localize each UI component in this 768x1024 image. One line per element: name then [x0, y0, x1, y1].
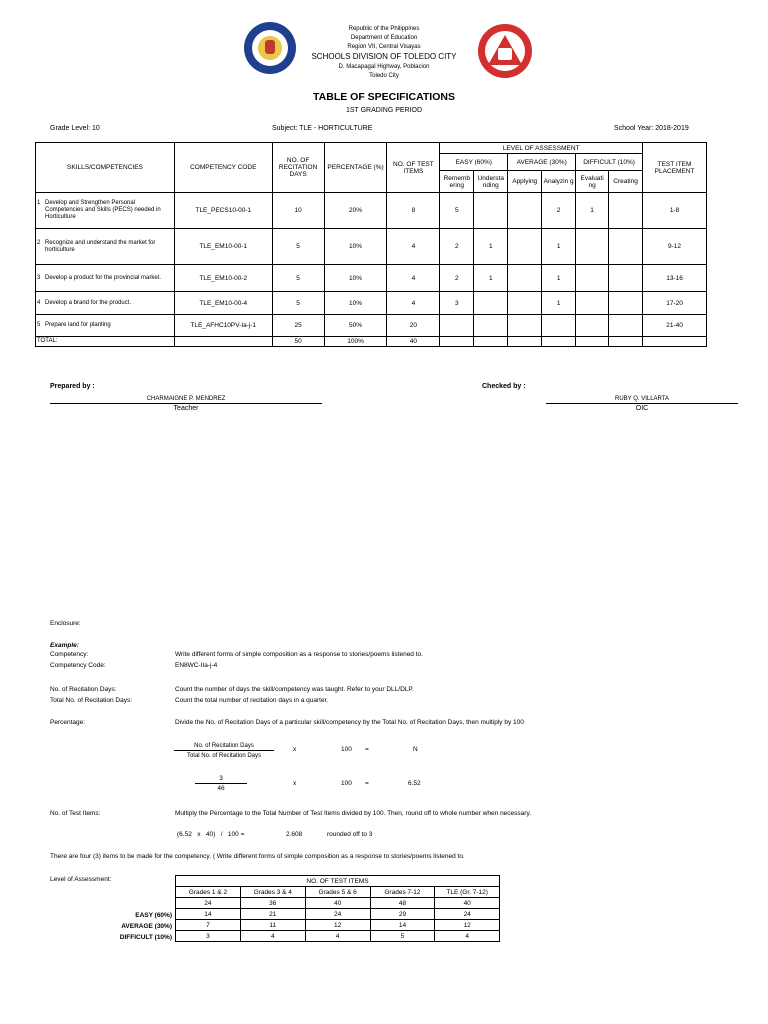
example-hundred: 100 [341, 780, 352, 787]
row-percentage: 10% [324, 292, 387, 315]
loa-cell: 3 [176, 931, 241, 942]
row-skill: Recognize and understand the market for horticulture [45, 239, 156, 253]
header-creating: Creating [609, 171, 643, 193]
row-creating [609, 292, 643, 315]
subject: Subject: TLE - HORTICULTURE [272, 125, 373, 132]
example-times: x [293, 780, 297, 787]
header-easy: EASY (60%) [440, 154, 508, 171]
row-creating [609, 193, 643, 229]
header-placement: TEST ITEM PLACEMENT [643, 143, 707, 193]
header-percentage: PERCENTAGE (%) [324, 143, 387, 193]
row-applying [508, 229, 542, 265]
specifications-table [35, 142, 707, 347]
row-code: TLE_EM10-00-4 [174, 292, 272, 315]
loa-average-label: AVERAGE (30%) [121, 923, 172, 930]
row-remembering: 2 [440, 229, 474, 265]
loa-difficult-label: DIFFICULT (10%) [119, 934, 172, 941]
row-items: 8 [387, 193, 440, 229]
header-region: Region VII, Central Visayas [347, 44, 421, 50]
row-items: 20 [387, 315, 440, 337]
total-days-label: Total No. of Recitation Days: [50, 697, 133, 704]
loa-cell: 24 [435, 909, 500, 920]
header-city: Toledo City [369, 73, 399, 79]
row-days: 5 [272, 265, 324, 292]
table-row [36, 193, 707, 229]
row-skill: Develop a brand for the product. [45, 299, 132, 306]
recitation-days-label: No. of Recitation Days: [50, 686, 117, 693]
total-percentage: 100% [324, 337, 387, 347]
example-label: Example: [50, 642, 79, 649]
row-number: 4 [37, 299, 41, 306]
loa-row-easy [176, 909, 500, 920]
calculation-rounded: rounded off to 3 [327, 831, 373, 838]
enclosure-label: Enclosure: [50, 620, 81, 627]
loa-easy-label: EASY (60%) [135, 912, 172, 919]
row-items: 4 [387, 229, 440, 265]
percentage-label: Percentage: [50, 719, 86, 726]
row-placement: 9-12 [643, 229, 707, 265]
formula-times: x [293, 746, 297, 753]
row-number: 3 [37, 274, 41, 281]
row-creating [609, 265, 643, 292]
row-placement: 17-20 [643, 292, 707, 315]
table-row [36, 265, 707, 292]
level-of-assessment-label: Level of Assessment: [50, 876, 112, 883]
row-days: 25 [272, 315, 324, 337]
header-difficult: DIFFICULT (10%) [576, 154, 643, 171]
loa-total: 48 [370, 898, 435, 909]
row-percentage: 20% [324, 193, 387, 229]
row-code: TLE_EM10-00-1 [174, 229, 272, 265]
header-average: AVERAGE (30%) [508, 154, 576, 171]
header-address: D. Macapagal Highway, Poblacion [338, 64, 430, 70]
grade-level: Grade Level: 10 [50, 125, 100, 132]
loa-total: 24 [176, 898, 241, 909]
formula-hundred: 100 [341, 746, 352, 753]
percentage-value: Divide the No. of Recitation Days of a particular skill/competency by the Total No. of Recitation Days, then multiply by 100 [175, 719, 524, 726]
row-applying [508, 265, 542, 292]
loa-row-difficult [176, 931, 500, 942]
row-number: 1 [37, 200, 41, 206]
header-analyzing: Analyzin g [542, 171, 576, 193]
total-items: 40 [387, 337, 440, 347]
prepared-by-name: CHARMAIGNE P. MENDREZ [50, 395, 322, 404]
row-remembering: 5 [440, 193, 474, 229]
loa-cell: 4 [305, 931, 370, 942]
loa-cell: 11 [240, 920, 305, 931]
prepared-by-label: Prepared by : [50, 383, 95, 390]
loa-cell: 29 [370, 909, 435, 920]
row-percentage: 10% [324, 229, 387, 265]
row-analyzing [542, 315, 576, 337]
header-remembering: Rememb ering [440, 171, 474, 193]
loa-cell: 4 [435, 931, 500, 942]
checked-by-role: OIC [635, 405, 649, 412]
row-understanding [474, 193, 508, 229]
checked-by-label: Checked by : [482, 383, 526, 390]
formula-numerator: No. of Recitation Days [174, 742, 274, 751]
row-evaluating [576, 265, 609, 292]
row-evaluating [576, 292, 609, 315]
row-applying [508, 292, 542, 315]
row-number: 2 [37, 239, 41, 246]
example-denominator: 46 [217, 785, 225, 792]
row-placement: 13-16 [643, 265, 707, 292]
header-applying: Applying [508, 171, 542, 193]
row-understanding [474, 292, 508, 315]
row-skill: Develop a product for the provincial market. [45, 274, 162, 281]
row-understanding: 1 [474, 265, 508, 292]
row-remembering [440, 315, 474, 337]
loa-row-average [176, 920, 500, 931]
total-row [36, 337, 707, 347]
row-days: 10 [272, 193, 324, 229]
loa-total: 36 [240, 898, 305, 909]
header-division: SCHOOLS DIVISION OF TOLEDO CITY [311, 52, 457, 61]
row-items: 4 [387, 265, 440, 292]
loa-cell: 7 [176, 920, 241, 931]
loa-grade-header: Grades 1 & 2 [176, 887, 241, 898]
row-code: TLE_EM10-00-2 [174, 265, 272, 292]
recitation-days-value: Count the number of days the skill/competency was taught. Refer to your DLL/DLP. [175, 686, 414, 693]
row-code: TLE_AFHC10PV-Ia-j-1 [174, 315, 272, 337]
row-number: 5 [37, 322, 41, 328]
row-skill: Prepare land for planting [45, 322, 111, 328]
table-row [36, 315, 707, 337]
table-row [36, 292, 707, 315]
competency-code-value: EN8WC-IIa-j-4 [175, 662, 218, 669]
row-placement: 21-40 [643, 315, 707, 337]
competency-code-label: Competency Code: [50, 662, 106, 669]
loa-total: 40 [305, 898, 370, 909]
header-republic: Republic of the Philippines [348, 26, 420, 32]
row-days: 5 [272, 292, 324, 315]
loa-total: 40 [435, 898, 500, 909]
prepared-by-role: Teacher [173, 405, 199, 412]
row-evaluating [576, 229, 609, 265]
row-evaluating [576, 315, 609, 337]
header-level: LEVEL OF ASSESSMENT [440, 143, 643, 154]
competency-value: Write different forms of simple composition as a response to stories/poems listened to. [175, 651, 423, 658]
loa-cell: 21 [240, 909, 305, 920]
page-subtitle: 1ST GRADING PERIOD [345, 107, 423, 114]
example-note: There are four (3) items to be made for the competency. ( Write different forms of simple composition as a response to stories/poems listened to. [50, 853, 465, 860]
row-creating [609, 229, 643, 265]
row-creating [609, 315, 643, 337]
loa-cell: 5 [370, 931, 435, 942]
header-department: Department of Education [350, 35, 418, 41]
row-items: 4 [387, 292, 440, 315]
test-items-label: No. of Test Items: [50, 810, 101, 817]
example-numerator: 3 [195, 775, 247, 784]
row-remembering: 3 [440, 292, 474, 315]
row-analyzing: 2 [542, 193, 576, 229]
row-applying [508, 315, 542, 337]
loa-cell: 24 [305, 909, 370, 920]
table-row [36, 229, 707, 265]
loa-cell: 14 [370, 920, 435, 931]
total-days: 50 [272, 337, 324, 347]
row-analyzing: 1 [542, 292, 576, 315]
row-percentage: 10% [324, 265, 387, 292]
loa-grade-header: Grades 5 & 6 [305, 887, 370, 898]
row-analyzing: 1 [542, 265, 576, 292]
page-title: TABLE OF SPECIFICATIONS [313, 91, 455, 103]
total-label: TOTAL: [36, 337, 175, 347]
total-days-value: Count the total number of recitation days in a quarter. [175, 697, 329, 704]
formula-equals: = [365, 746, 369, 753]
example-equals: = [365, 780, 369, 787]
row-understanding [474, 315, 508, 337]
header-understanding: Understa nding [474, 171, 508, 193]
row-placement: 1-8 [643, 193, 707, 229]
example-result: 6.52 [408, 780, 421, 787]
row-evaluating: 1 [576, 193, 609, 229]
row-days: 5 [272, 229, 324, 265]
loa-cell: 12 [305, 920, 370, 931]
competency-label: Competency: [50, 651, 89, 658]
formula-result: N [413, 746, 418, 753]
test-items-value: Multiply the Percentage to the Total Number of Test Items divided by 100. Then, round off to whole number when necessary. [175, 810, 532, 817]
row-understanding: 1 [474, 229, 508, 265]
loa-cell: 14 [176, 909, 241, 920]
loa-grade-header: Grades 3 & 4 [240, 887, 305, 898]
checked-by-name: RUBY Q. VILLARTA [546, 395, 738, 404]
calculation: (6.52 x 40) / 100 = [177, 831, 245, 838]
loa-cell: 4 [240, 931, 305, 942]
loa-grade-header: TLE (Gr. 7-12) [435, 887, 500, 898]
row-analyzing: 1 [542, 229, 576, 265]
row-applying [508, 193, 542, 229]
row-skill: Develop and Strengthen Personal Competencies and Skills (PECS) needed in Horticulture [45, 200, 161, 220]
school-year: School Year: 2018-2019 [614, 125, 689, 132]
header-skills: SKILLS/COMPETENCIES [36, 143, 175, 193]
header-evaluating: Evaluati ng [576, 171, 609, 193]
row-code: TLE_PECS10-00-1 [174, 193, 272, 229]
loa-title: NO. OF TEST ITEMS [176, 876, 500, 887]
loa-grade-header: Grades 7-12 [370, 887, 435, 898]
loa-cell: 12 [435, 920, 500, 931]
header-code: COMPETENCY CODE [174, 143, 272, 193]
row-percentage: 50% [324, 315, 387, 337]
calculation-result: 2.608 [286, 831, 303, 838]
formula-denominator: Total No. of Recitation Days [186, 753, 262, 759]
level-of-assessment-table [175, 875, 500, 942]
row-remembering: 2 [440, 265, 474, 292]
header-days: NO. OF RECITATION DAYS [272, 143, 324, 193]
header-items: NO. OF TEST ITEMS [387, 143, 440, 193]
